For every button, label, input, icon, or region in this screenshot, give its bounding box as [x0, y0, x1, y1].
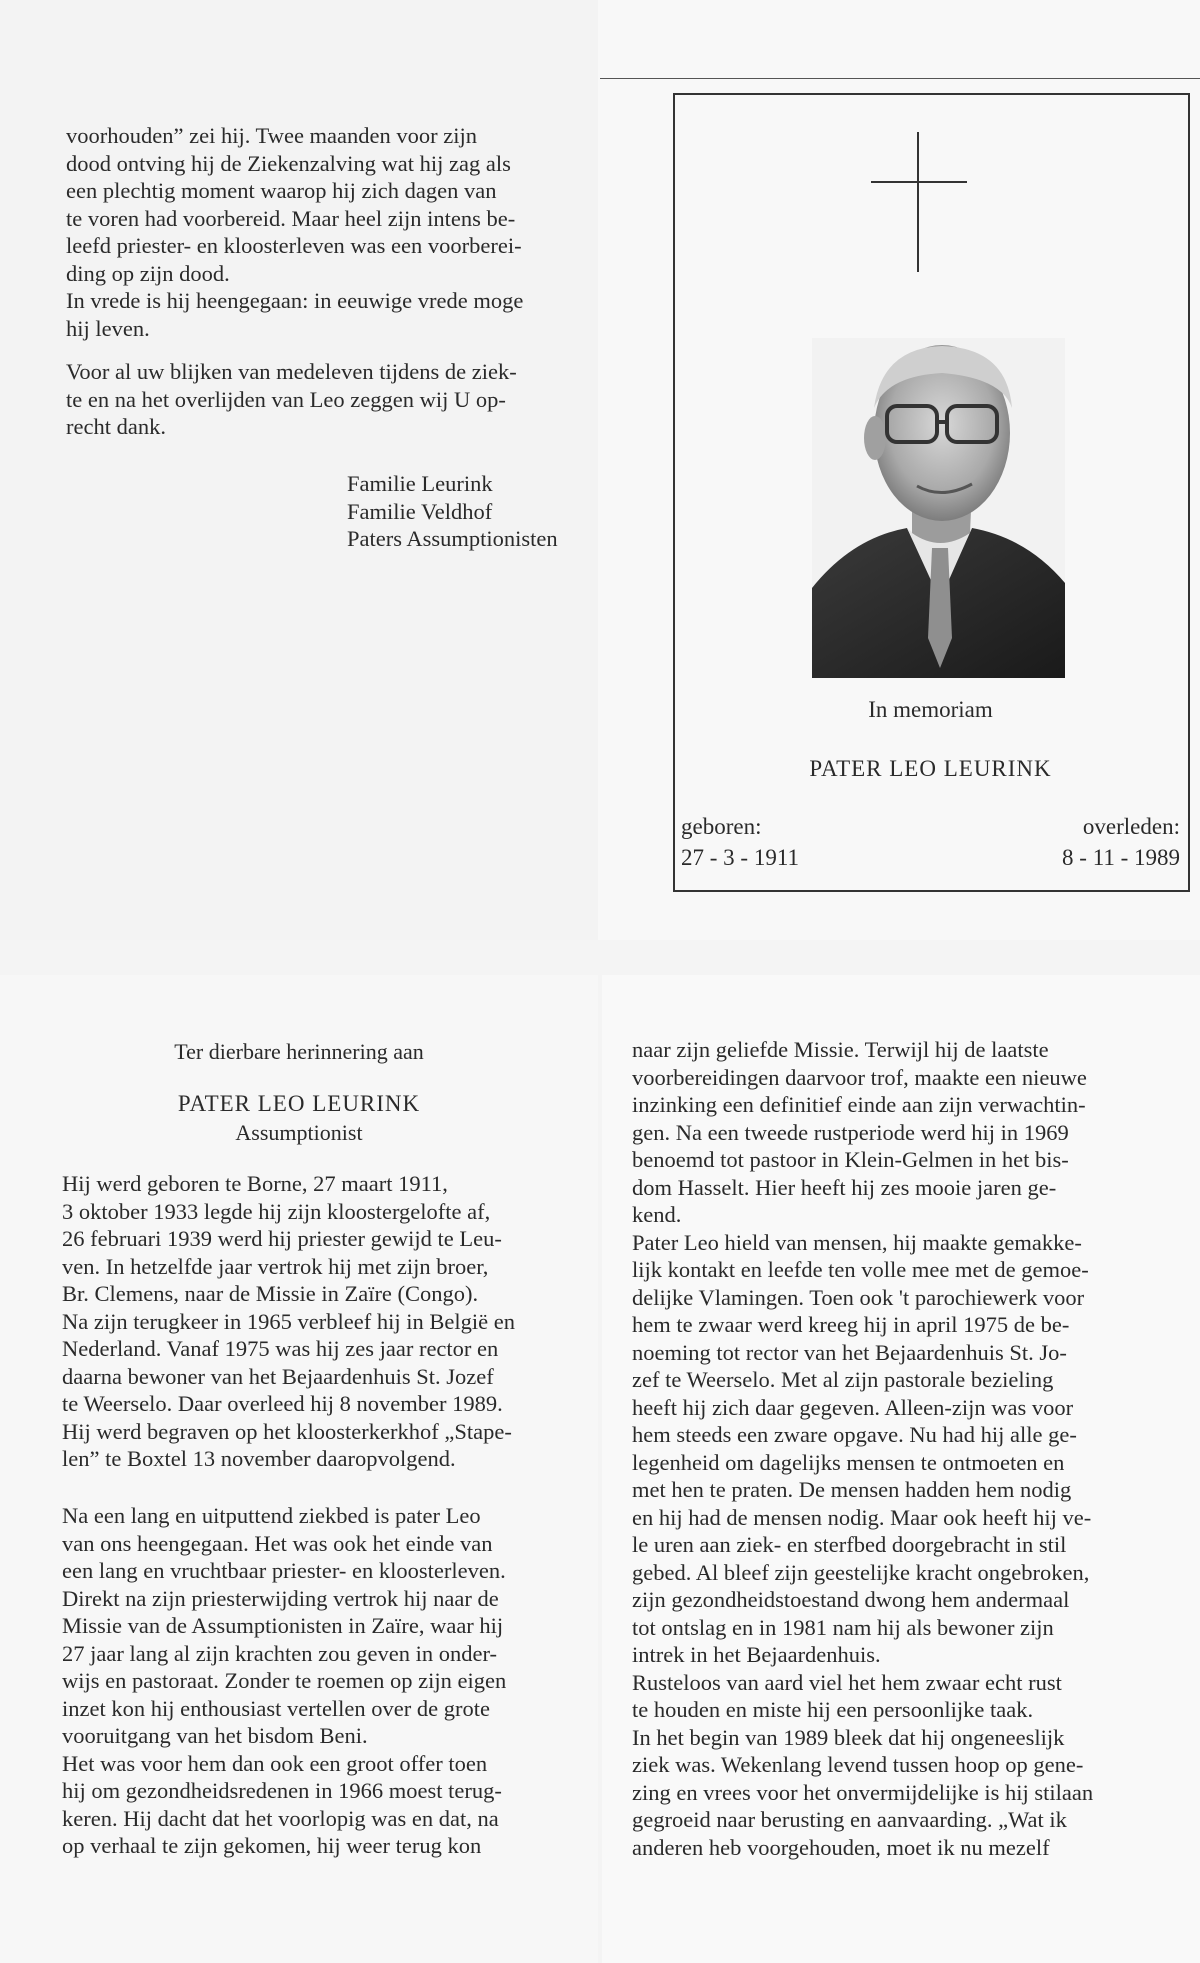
deceased-name: PATER LEO LEURINK	[809, 756, 1052, 781]
text-line: Na zijn terugkeer in 1965 verbleef hij in België en	[62, 1308, 515, 1334]
text-line: Nederland. Vanaf 1975 was hij zes jaar rector en	[62, 1336, 499, 1361]
text-line: naar zijn geliefde Missie. Terwijl hij de laatste	[632, 1037, 1049, 1062]
text-line: zing en vrees voor het onvermijdelijke is hij stilaan	[632, 1779, 1094, 1805]
text-line: In vrede is hij heengegaan: in eeuwige vrede moge	[66, 288, 524, 313]
text-line: Pater Leo hield van mensen, hij maakte gemakke-	[632, 1229, 1082, 1255]
family-signatures	[347, 470, 647, 553]
text-line: recht dank.	[66, 414, 166, 439]
text-line: ziek was. Wekenlang levend tussen hoop op gene-	[632, 1752, 1084, 1777]
text-line: zef te Weerselo. Met al zijn pastorale bezieling	[632, 1367, 1054, 1392]
text-line: gebed. Al bleef zijn geestelijke kracht ongebroken,	[632, 1559, 1090, 1585]
text-line: met hen te praten. De mensen hadden hem nodig	[632, 1477, 1072, 1502]
text-line: heeft hij zich daar gegeven. Alleen-zijn was voor	[632, 1394, 1074, 1420]
text-line: keren. Hij dacht dat het voorlopig was en dat, na	[62, 1805, 499, 1831]
text-line: Hij werd begraven op het kloosterkerkhof „Stape-	[62, 1418, 512, 1444]
text-line: 3 oktober 1933 legde hij zijn kloostergelofte af,	[62, 1198, 491, 1224]
cross-icon-bar	[871, 181, 967, 183]
text-line: le uren aan ziek- en sterfbed doorgebracht in stil	[632, 1532, 1067, 1557]
life-story-paragraph	[62, 1502, 587, 1860]
text-line: dood ontving hij de Ziekenzalving wat hij zag als	[66, 150, 511, 176]
text-line: dom Hasselt. Hier heeft hij zes mooie jaren ge-	[632, 1174, 1057, 1200]
born-date: 27 - 3 - 1911	[681, 845, 799, 870]
text-line: inzet kon hij enthousiast vertellen over de grote	[62, 1695, 490, 1721]
text-line: inzinking een definitief einde aan zijn verwachtin-	[632, 1092, 1086, 1117]
religious-order: Assumptionist	[235, 1120, 363, 1145]
text-line: tot ontslag en in 1981 nam hij als bewoner zijn	[632, 1614, 1054, 1640]
text-line: delijke Vlamingen. Toen ook 't parochiewerk voor	[632, 1284, 1085, 1310]
remembrance-heading: Ter dierbare herinnering aan	[174, 1039, 424, 1064]
text-line: noeming tot rector van het Bejaardenhuis St. Jo-	[632, 1339, 1067, 1365]
text-line: anderen heb voorgehouden, moet ik nu mezelf	[632, 1834, 1050, 1860]
cross-icon	[917, 132, 919, 272]
text-line: hem steeds een zware opgave. Nu had hij alle ge-	[632, 1422, 1077, 1447]
biography-paragraph	[62, 1170, 587, 1473]
text-line: benoemd tot pastoor in Klein-Gelmen in het bis-	[632, 1147, 1069, 1172]
text-line: voorbereidingen daarvoor trof, maakte een nieuwe	[632, 1064, 1087, 1090]
text-line: vooruitgang van het bisdom Beni.	[62, 1723, 368, 1748]
text-line: In het begin van 1989 bleek dat hij ongeneeslijk	[632, 1724, 1065, 1750]
text-line: een lang en vruchtbaar priester- en kloosterleven.	[62, 1558, 506, 1583]
text-line: op verhaal te zijn gekomen, hij weer terug kon	[62, 1833, 482, 1858]
portrait-photo	[812, 338, 1065, 678]
signature-line: Familie Veldhof	[347, 498, 493, 524]
text-line: hij om gezondheidsredenen in 1966 moest terug-	[62, 1778, 502, 1803]
text-line: lijk kontakt en leefde ten volle mee met de gemoe-	[632, 1257, 1089, 1282]
text-line: Direkt na zijn priesterwijding vertrok hij naar de	[62, 1585, 499, 1611]
text-line: Het was voor hem dan ook een groot offer toen	[62, 1750, 488, 1776]
text-line: daarna bewoner van het Bejaardenhuis St. Jozef	[62, 1363, 494, 1389]
text-line: hem te zwaar werd kreeg hij in april 1975 de be-	[632, 1312, 1070, 1337]
text-line: gen. Na een tweede rustperiode werd hij in 1969	[632, 1119, 1069, 1145]
text-line: zijn gezondheidstoestand dwong hem andermaal	[632, 1587, 1070, 1612]
fold-line	[600, 78, 1200, 79]
died-label: overleden:	[1082, 814, 1180, 839]
text-line: en hij had de mensen nodig. Maar ook heeft hij ve-	[632, 1504, 1092, 1530]
thanks-paragraph	[66, 358, 606, 441]
text-line: te en na het overlijden van Leo zeggen wij U op-	[66, 386, 506, 412]
text-line: intrek in het Bejaardenhuis.	[632, 1642, 881, 1667]
text-line: len” te Boxtel 13 november daaropvolgend.	[62, 1446, 456, 1471]
text-line: te voren had voorbereid. Maar heel zijn intens be-	[66, 205, 516, 231]
text-line: te Weerselo. Daar overleed hij 8 november 1989.	[62, 1391, 503, 1416]
closing-paragraph	[66, 122, 606, 342]
text-line: gegroeid naar berusting en aanvaarding. „Wat ik	[632, 1807, 1067, 1832]
text-line: ding op zijn dood.	[66, 260, 230, 286]
text-line: 27 jaar lang al zijn krachten zou geven in onder-	[62, 1640, 497, 1666]
signature-line: Paters Assumptionisten	[347, 526, 558, 551]
continued-story-paragraph	[632, 1036, 1150, 1861]
text-line: Na een lang en uitputtend ziekbed is pater Leo	[62, 1503, 481, 1528]
text-line: leefd priester- en kloosterleven was een voorberei-	[66, 233, 522, 258]
born-label: geboren:	[681, 814, 762, 839]
in-memoriam-title: In memoriam	[868, 697, 993, 722]
text-line: ven. In hetzelfde jaar vertrok hij met zijn broer,	[62, 1253, 489, 1279]
text-line: legenheid om dagelijks mensen te ontmoeten en	[632, 1449, 1065, 1475]
text-line: Hij werd geboren te Borne, 27 maart 1911,	[62, 1171, 448, 1196]
text-line: kend.	[632, 1202, 682, 1227]
text-line: Br. Clemens, naar de Missie in Zaïre (Congo).	[62, 1281, 479, 1306]
died-date: 8 - 11 - 1989	[1062, 845, 1180, 870]
text-line: van ons heengegaan. Het was ook het einde van	[62, 1530, 493, 1556]
text-line: Missie van de Assumptionisten in Zaïre, waar hij	[62, 1613, 504, 1638]
text-line: hij leven.	[66, 315, 150, 341]
text-line: 26 februari 1939 werd hij priester gewijd te Leu-	[62, 1226, 502, 1251]
text-line: Voor al uw blijken van medeleven tijdens de ziek-	[66, 359, 517, 384]
text-line: te houden en miste hij een persoonlijke taak.	[632, 1697, 1034, 1722]
signature-line: Familie Leurink	[347, 471, 493, 496]
text-line: voorhouden” zei hij. Twee maanden voor zijn	[66, 123, 477, 148]
text-line: Rusteloos van aard viel het hem zwaar echt rust	[632, 1669, 1062, 1695]
deceased-name-inside: PATER LEO LEURINK	[177, 1091, 421, 1116]
text-line: wijs en pastoraat. Zonder te roemen op zijn eigen	[62, 1668, 507, 1693]
text-line: een plechtig moment waarop hij zich dagen van	[66, 178, 497, 203]
